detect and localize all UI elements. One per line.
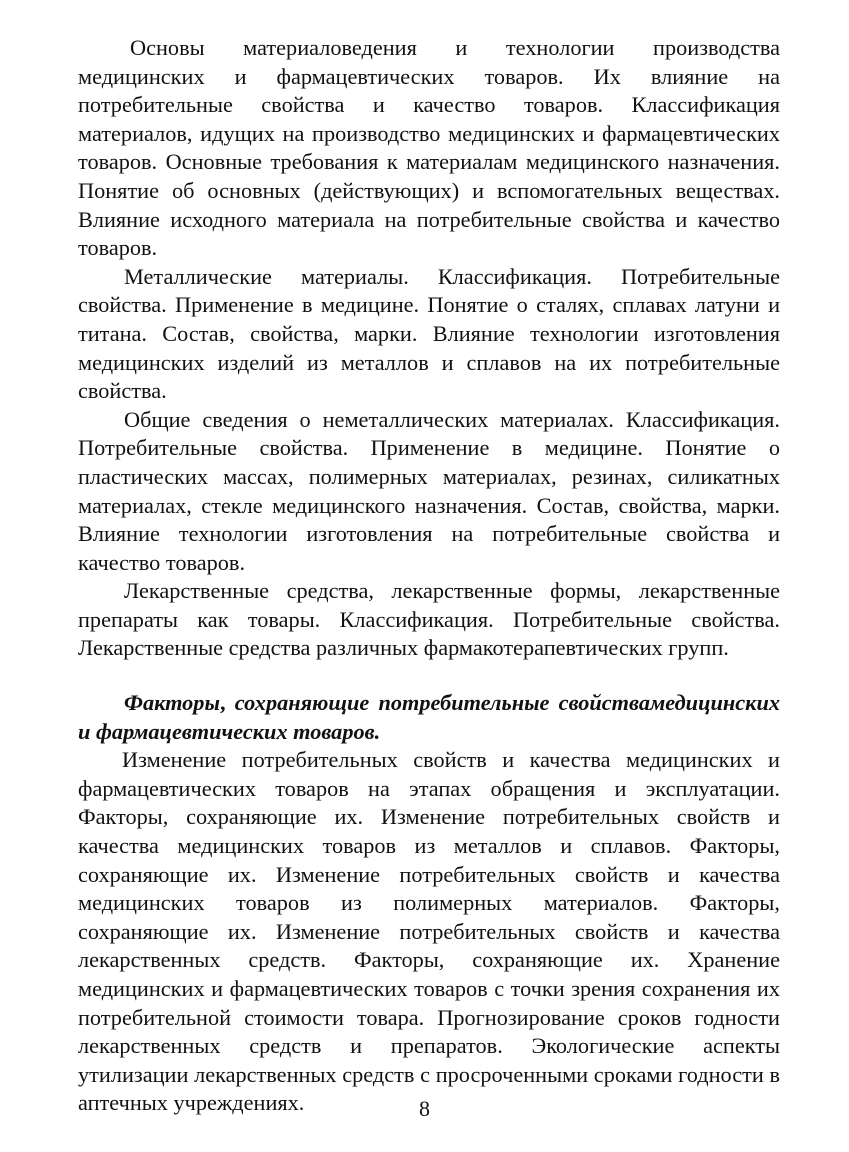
section-heading-comma: , bbox=[219, 690, 226, 716]
paragraph-nonmetallic-materials: Общие сведения о неметаллических материалах. Классификация. Потребительные свойства. Применение в медицине. Понятие о пластических массах, полимерных материалах, резинах, силикатных материалах, стекле медицинского назначения. Состав, свойства, марки. Влияние технологии изготовления на потребительные свойства и качество товаров. bbox=[78, 406, 780, 575]
paragraph-metallic-materials: Металлические материалы. Классификация. Потребительные свойства. Применение в медицине. Понятие о сталях, сплавах латуни и титана. Состав, свойства, марки. Влияние технологии изготовления медицинских изделий из металлов и сплавов на их потребительные свойства. bbox=[78, 263, 780, 404]
section-heading-part1: Факторы bbox=[124, 690, 220, 716]
paragraph-materials-basics: Основы материаловедения и технологии производства медицинских и фармацевтических товаров. Их влияние на потребительные свойства и качество товаров. Классификация материалов, идущих на производство медицинских и фармацевтических товаров. Основные требования к материалам медицинского назначения. Понятие об основных (действующих) и вспомогательных веществах. Влияние исходного материала на потребительные свойства и качество товаров. bbox=[78, 35, 780, 261]
paragraph-preservation-factors: Изменение потребительных свойств и качества медицинских и фармацевтических товаров на этапах обращения и эксплуатации. Факторы, сохраняющие их. Изменение потребительных свойств и качества медицинских товаров из металлов и сплавов. Факторы, сохраняющие их. Изменение потребительных свойств и качества медицинских товаров из полимерных материалов. Факторы, сохраняющие их. Изменение потребительных свойств и качества лекарственных средств. Факторы, сохраняющие их. Хранение медицинских и фармацевтических товаров с точки зрения сохранения их потребительной стоимости товара. Прогнозирование сроков годности лекарственных средств и препаратов. Экологические аспекты утилизации лекарственных средств с просроченными сроками годности в аптечных учреждениях. bbox=[78, 747, 780, 1116]
section-heading-part2: сохраняющие потребительные свойствамедицинских и фармацевтических товаров. bbox=[78, 690, 780, 744]
section-heading bbox=[78, 689, 780, 746]
page-body bbox=[78, 34, 780, 1118]
paragraph-medicines: Лекарственные средства, лекарственные формы, лекарственные препараты как товары. Классификация. Потребительные свойства. Лекарственные средства различных фармакотерапевтических групп. bbox=[78, 578, 780, 661]
page-number: 8 bbox=[419, 1096, 430, 1121]
